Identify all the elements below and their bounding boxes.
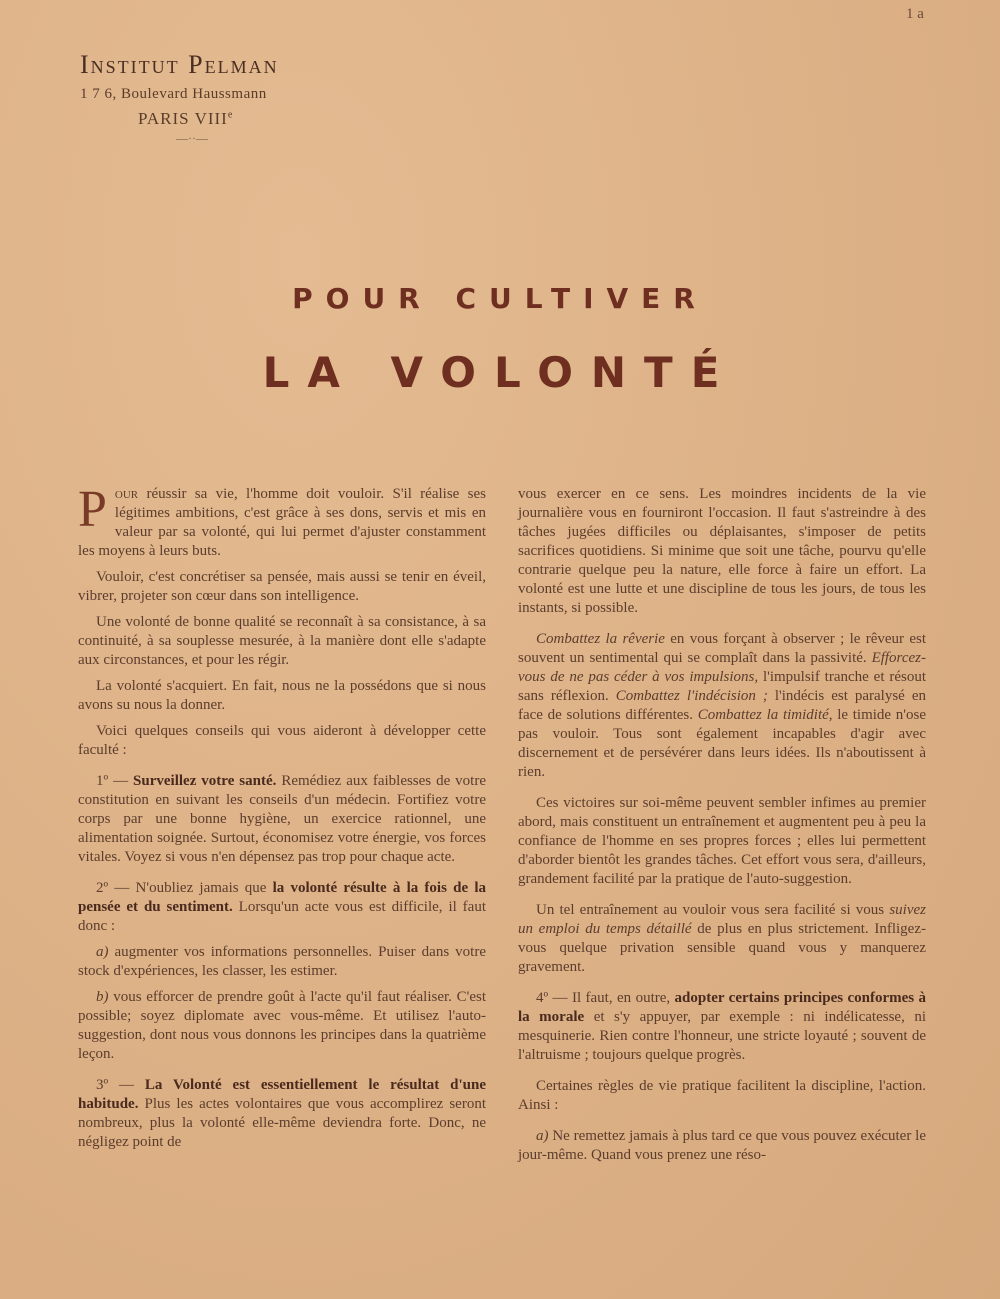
paragraph-text: l'impulsif tranche et résout sans réflexion. [518,669,926,704]
drop-cap: P [78,481,107,538]
paragraph-text: et s'y appuyer, par exemple : ni indélicatesse, ni mesquinerie. Rien contre l'honneur, une stricte loyauté ; souvent de l'altruisme ; toujours quelque progrès. [518,1009,926,1063]
paragraph-text: réussir sa vie, l'homme doit vouloir. S'il réalise ses légitimes ambitions, c'est grâce à ses dons, servis et mis en valeur par sa volonté, qui lui permet d'ajuster constamment les moyens à leurs buts. [78,486,486,559]
paragraph-text: Plus les actes volontaires que vous accomplirez seront nombreux, plus la volonté elle-même deviendra forte. Donc, ne négligez point de [78,1096,486,1150]
paragraph [518,1127,926,1165]
paragraph-text: Remédiez aux faiblesses de votre constitution en suivant les conseils d'un médecin. Fortifiez votre corps par une bonne hygiène, un exercice rationnel, une alimentation soignée. Surtout, économisez votre énergie, vos forces vitales. Voyez si vous n'en dépensez pas trop pour chaque acte. [78,773,487,865]
paragraph [78,772,486,867]
institute-city [138,109,380,129]
paragraph-text: augmenter vos informations personnelles. Puiser dans votre stock d'expériences, les classer, les estimer. [78,944,486,979]
item-number: 2º — [96,880,136,896]
italic-text: Combattez la timidité, [697,707,833,723]
paragraph: Certaines règles de vie pratique facilitent la discipline, l'action. Ainsi : [518,1078,926,1113]
paragraph [78,988,486,1064]
paragraph: vous exercer en ce sens. Les moindres incidents de la vie journalière vous en fourniront l'occasion. Il faut s'astreindre à des tâches jugées difficiles ou déplaisantes, s'imposer de petits sacrifices quotidiens. Si minime que soit une tâche, pourvu qu'elle contrarie quelque peu la nature, elle force à faire un effort. La volonté est une lutte et une discipline de tous les jours, de tous les instants, si possible. [518,486,926,616]
ornament-divider: —··— [176,131,208,145]
title-line-1: POUR CULTIVER [292,282,708,315]
item-label: a) [536,1128,549,1144]
left-column [78,481,487,1159]
paragraph-text: N'oubliez jamais que [135,880,273,896]
italic-text: Combattez l'indécision ; [615,688,768,704]
right-column [518,485,926,1172]
bold-text: La Volonté est essentiellement le résultat d'une habitude. [78,1077,487,1112]
paragraph-text: en vous forçant à observer ; le rêveur est souvent un sentimental qui se complaît dans la passivité. [518,631,926,666]
italic-text: suivez un emploi du temps détaillé [518,902,926,937]
paragraph: Une volonté de bonne qualité se reconnaît à sa consistance, à sa continuité, à sa souplesse mesurée, à la manière dont elle s'adapte aux circonstances, et pour les régir. [78,614,486,668]
institute-address: 1 7 6, Boulevard Haussmann [80,86,267,102]
paragraph [518,901,926,977]
page-number: 1 a [906,6,924,22]
institute-name: Institut Pelman [80,50,279,79]
paragraph [518,989,926,1065]
city-sup: e [227,109,234,121]
paragraph [78,943,486,981]
paragraph-text: Il faut, en outre, [571,990,675,1006]
paragraph-text: le timide n'ose pas vouloir. Tous sont également incapables d'agir avec discernement et de persévérer dans leurs idées. Ils n'aboutissent à rien. [518,707,926,780]
paragraph: La volonté s'acquiert. En fait, nous ne la possédons que si nous avons su nous la donner. [78,678,486,713]
small-caps-word: our [114,486,139,502]
bold-text: la volonté résulte à la fois de la pensée et du sentiment. [78,880,486,915]
title-line-2: LA VOLONTÉ [262,348,738,397]
item-number: 3º — [96,1077,145,1093]
paragraph-text: Ne remettez jamais à plus tard ce que vous pouvez exécuter le jour-même. Quand vous prenez une réso- [518,1128,926,1163]
paragraph [78,879,486,936]
paragraph: Voici quelques conseils qui vous aideront à développer cette faculté : [78,723,486,758]
bold-text: adopter certains principes conformes à la morale [518,990,927,1025]
paragraph [78,1076,486,1152]
paragraph-text: Lorsqu'un acte vous est difficile, il faut donc : [78,899,486,934]
paragraph: Ces victoires sur soi-même peuvent sembler infimes au premier abord, mais constituent un entraînement et augmentent peu à peu la confiance de l'homme en ses propres forces ; elles lui permettent d'aborder bientôt les grandes tâches. Cet effort vous sera, d'ailleurs, grandement facilité par la pratique de l'auto-suggestion. [518,795,926,887]
item-number: 4º — [536,990,572,1006]
bold-text: Surveillez votre santé. [133,773,277,789]
paragraph-text: vous efforcer de prendre goût à l'acte qu'il faut réaliser. C'est possible; soyez diplomate avec vous-même. Et utilisez l'auto-suggestion, dont nous vous donnons les principes dans la quatrième leçon. [78,989,486,1062]
item-label: b) [96,989,109,1005]
paragraph: Vouloir, c'est concrétiser sa pensée, mais aussi se tenir en éveil, vibrer, projeter son cœur dans son intelligence. [78,569,486,604]
paragraph [518,630,926,782]
paragraph-text: l'indécis est paralysé en face de solutions différentes. [518,688,926,723]
letterhead [80,50,380,146]
italic-text: Efforcez-vous de ne pas céder à vos impulsions, [518,650,926,685]
item-label: a) [96,944,109,960]
paragraph-text: de plus en plus strictement. Infligez-vous quelque privation sensible quand vous y manquerez gravement. [518,921,926,975]
city-text: PARIS VIII [138,109,228,128]
item-number: 1º — [96,773,134,789]
italic-text: Combattez la rêverie [536,631,665,647]
paragraph [78,481,486,561]
paragraph-text: Un tel entraînement au vouloir vous sera facilité si vous [536,902,890,918]
